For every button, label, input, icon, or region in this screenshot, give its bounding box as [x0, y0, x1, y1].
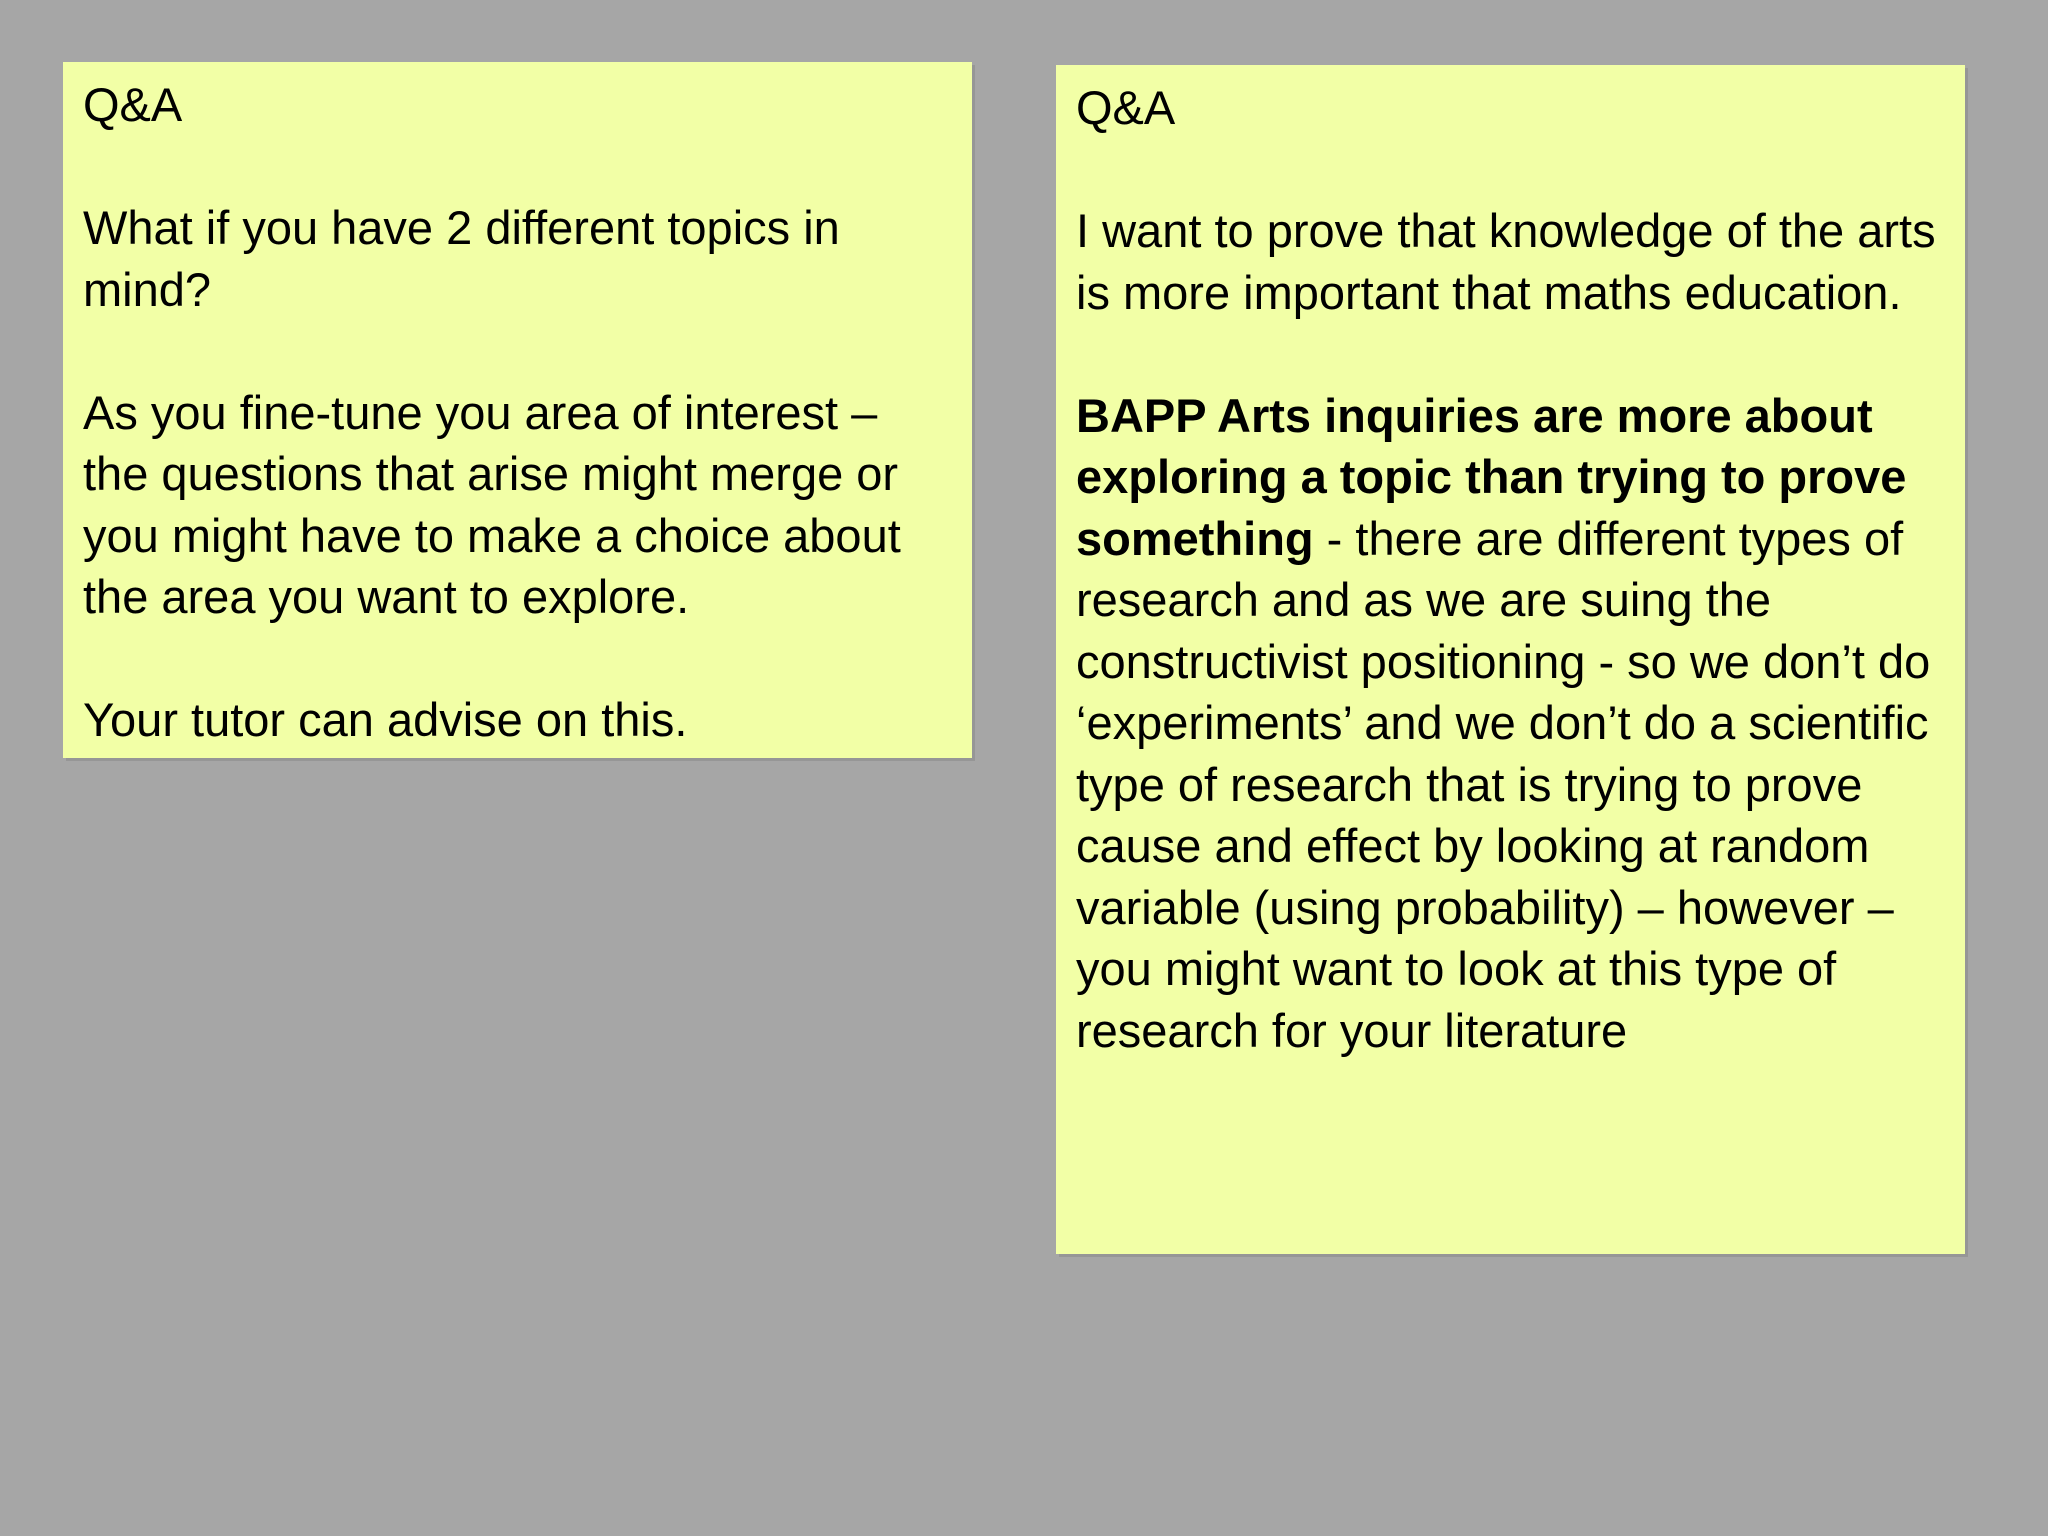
- note-question: I want to prove that knowledge of the arts is more important that maths education.: [1076, 204, 1936, 319]
- note-answer-text: - there are different types of research and as we are suing the constructivist positioning - so we don’t do ‘experiments’ and we don’t do a scientific type of research that is trying to prove cause and effect by looking at random variable (using probability) – however – you might want to look at this type of research for your literature: [1076, 511, 1931, 1057]
- note-question: What if you have 2 different topics in mind?: [83, 201, 840, 316]
- note-heading: Q&A: [83, 78, 183, 131]
- qa-note-right: [1056, 65, 1965, 1254]
- note-answer: As you fine-tune you area of interest – the questions that arise might merge or you might have to make a choice about the area you want to explore.: [83, 385, 901, 623]
- note-closing: Your tutor can advise on this.: [83, 693, 688, 746]
- note-answer: [1076, 385, 1949, 1062]
- note-answer-emphasis: BAPP Arts inquiries are more about exploring a topic than trying to prove something: [1076, 388, 1907, 565]
- note-heading: Q&A: [1076, 81, 1176, 134]
- qa-note-left: [63, 62, 972, 758]
